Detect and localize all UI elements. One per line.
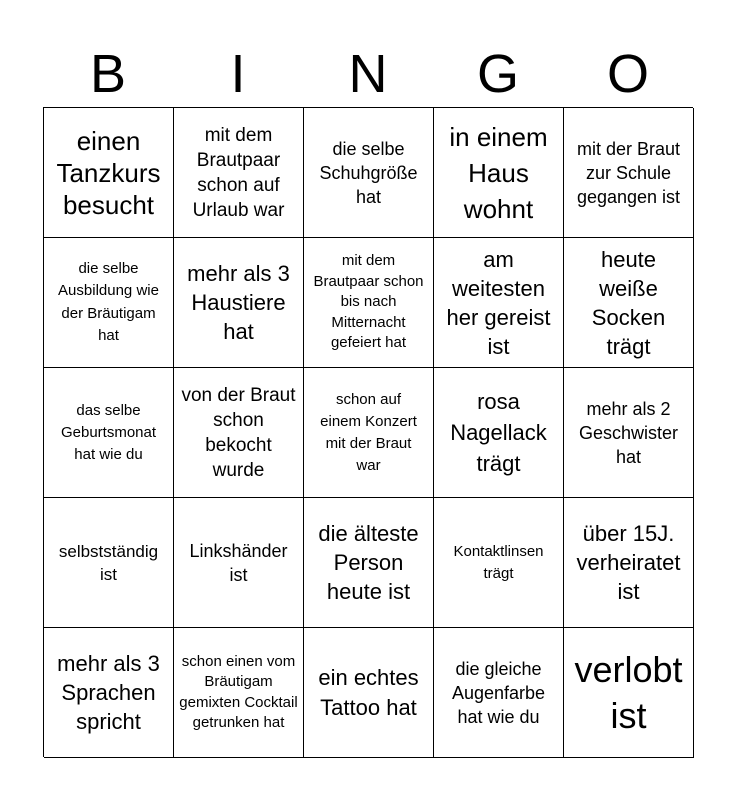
cell-text: ein echtes Tattoo hat bbox=[318, 664, 419, 720]
bingo-cell[interactable] bbox=[434, 498, 564, 628]
cell-text: schon auf einem Konzert mit der Braut war bbox=[320, 390, 417, 474]
header-letter-o: O bbox=[606, 44, 649, 104]
cell-text: die gleiche Augenfarbe hat wie du bbox=[451, 658, 546, 727]
cell-text: die älteste Person heute ist bbox=[318, 521, 419, 604]
bingo-cell[interactable] bbox=[304, 238, 434, 368]
cell-text: selbstständig ist bbox=[58, 541, 159, 584]
bingo-cell[interactable] bbox=[564, 368, 694, 498]
bingo-cell[interactable] bbox=[564, 628, 694, 758]
cell-text: das selbe Geburtsmonat hat wie du bbox=[60, 401, 157, 463]
cell-text: verlobt ist bbox=[574, 648, 683, 736]
bingo-cell[interactable] bbox=[564, 238, 694, 368]
header-letter-n: N bbox=[348, 44, 388, 104]
cell-text: heute weiße Socken trägt bbox=[591, 246, 666, 359]
header-letter-g: G bbox=[476, 44, 519, 104]
cell-text: Linkshänder ist bbox=[189, 540, 288, 585]
bingo-cell[interactable] bbox=[44, 108, 174, 238]
bingo-cell[interactable] bbox=[174, 498, 304, 628]
header-letter-b: B bbox=[89, 44, 127, 104]
bingo-cell[interactable] bbox=[564, 498, 694, 628]
bingo-cell[interactable] bbox=[174, 368, 304, 498]
cell-text: mit dem Brautpaar schon auf Urlaub war bbox=[192, 124, 285, 221]
bingo-cell[interactable] bbox=[434, 628, 564, 758]
cell-text: in einem Haus wohnt bbox=[449, 121, 548, 224]
bingo-cell[interactable] bbox=[44, 368, 174, 498]
cell-text: mit dem Brautpaar schon bis nach Mitternacht gefeiert hat bbox=[313, 252, 424, 352]
bingo-cell[interactable] bbox=[564, 108, 694, 238]
cell-text: von der Braut schon bekocht wurde bbox=[181, 384, 296, 481]
bingo-cell[interactable] bbox=[304, 498, 434, 628]
bingo-cell[interactable] bbox=[174, 238, 304, 368]
cell-text: mit der Braut zur Schule gegangen ist bbox=[576, 138, 681, 207]
cell-text: mehr als 3 Haustiere hat bbox=[187, 261, 290, 344]
cell-text: Kontaktlinsen trägt bbox=[453, 542, 544, 582]
cell-text: einen Tanzkurs besucht bbox=[56, 125, 161, 220]
bingo-cell[interactable] bbox=[44, 628, 174, 758]
bingo-cell[interactable] bbox=[434, 368, 564, 498]
cell-text: über 15J. verheiratet ist bbox=[576, 521, 681, 604]
bingo-cell[interactable] bbox=[304, 108, 434, 238]
cell-text: die selbe Ausbildung wie der Bräutigam hat bbox=[58, 259, 159, 344]
bingo-cell[interactable] bbox=[44, 498, 174, 628]
cell-text: schon einen vom Bräutigam gemixten Cocktail getrunken hat bbox=[179, 652, 298, 731]
bingo-header bbox=[43, 40, 693, 108]
bingo-cell[interactable] bbox=[174, 108, 304, 238]
bingo-cell[interactable] bbox=[174, 628, 304, 758]
bingo-cell[interactable] bbox=[304, 368, 434, 498]
cell-text: rosa Nagellack trägt bbox=[450, 389, 547, 476]
bingo-card-grid bbox=[43, 107, 693, 757]
cell-text: mehr als 2 Geschwister hat bbox=[578, 398, 679, 467]
bingo-cell[interactable] bbox=[434, 238, 564, 368]
header-letter-i: I bbox=[230, 44, 246, 104]
bingo-cell[interactable] bbox=[434, 108, 564, 238]
cell-text: die selbe Schuhgröße hat bbox=[319, 138, 418, 207]
cell-text: am weitesten her gereist ist bbox=[446, 246, 551, 359]
cell-text: mehr als 3 Sprachen spricht bbox=[57, 651, 160, 734]
bingo-cell[interactable] bbox=[44, 238, 174, 368]
bingo-cell[interactable] bbox=[304, 628, 434, 758]
